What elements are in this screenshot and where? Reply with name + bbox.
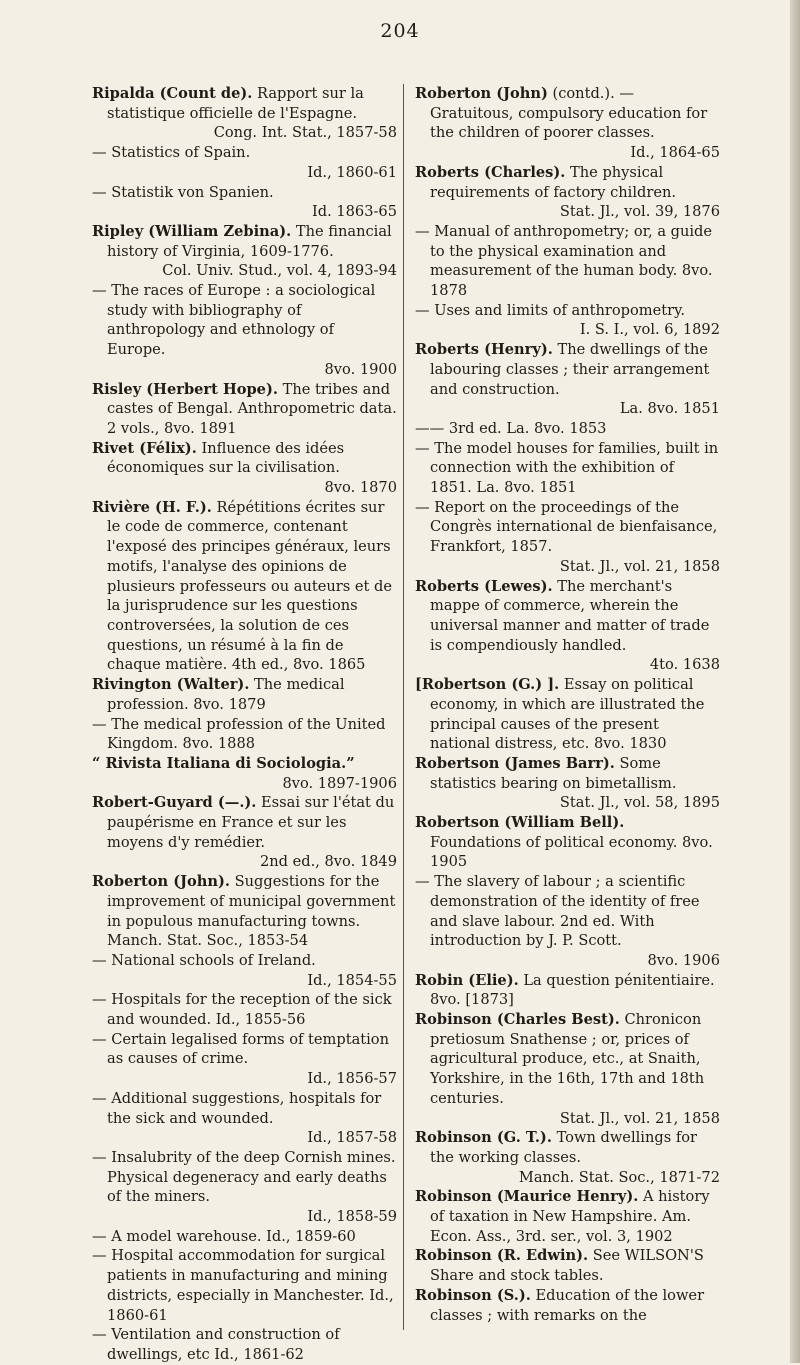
entry-body xyxy=(415,163,720,202)
index-entry xyxy=(92,990,397,1029)
entry-body xyxy=(92,380,397,439)
entry-publication: Id., 1854-55 xyxy=(307,971,397,989)
index-entry xyxy=(415,872,720,971)
index-entry xyxy=(415,301,720,340)
index-entry xyxy=(92,84,397,143)
entry-author: Robinson (R. Edwin). xyxy=(415,1247,589,1265)
index-entry xyxy=(415,813,720,872)
entry-author: [Robertson (G.) ]. xyxy=(415,676,560,694)
entry-title: Essai sur l'état du paupérisme en France et sur les moyens d'y remédier. xyxy=(107,794,395,851)
entry-body xyxy=(415,675,720,754)
entry-title: — Uses and limits of anthropometry. xyxy=(415,301,686,319)
entry-body xyxy=(92,281,397,360)
index-entry xyxy=(92,754,397,793)
entry-publication: Id., 1864-65 xyxy=(630,144,720,162)
entry-body xyxy=(92,143,397,163)
entry-publication: I. S. I., vol. 6, 1892 xyxy=(579,321,720,339)
entry-author: Roberts (Henry). xyxy=(415,341,553,359)
index-entry xyxy=(415,1286,720,1325)
entry-body xyxy=(92,1089,397,1128)
entry-body xyxy=(92,1030,397,1069)
entry-body xyxy=(415,84,720,143)
entry-title: — Ventilation and construction of dwellings, etc Id., 1861-62 xyxy=(92,1326,340,1363)
entry-body xyxy=(92,84,397,123)
index-entry xyxy=(92,1148,397,1227)
entry-publication: Id. 1863-65 xyxy=(311,203,397,221)
entry-title: — The slavery of labour ; a scientific demonstration of the identity of free and slave labour. 2nd ed. With introduction by J. P. Scott. xyxy=(415,873,700,950)
index-entry xyxy=(92,380,397,439)
index-entry xyxy=(92,222,397,281)
index-entry xyxy=(92,1246,397,1325)
index-entry xyxy=(92,951,397,990)
entry-publication: Stat. Jl., vol. 39, 1876 xyxy=(559,203,720,221)
page-edge-shadow xyxy=(790,0,800,1363)
entry-publication: Id., 1860-61 xyxy=(307,163,397,181)
entry-author: Robin (Elie). xyxy=(415,971,519,989)
index-entry xyxy=(415,1246,720,1285)
entry-publication: Col. Univ. Stud., vol. 4, 1893-94 xyxy=(162,262,397,280)
index-entry xyxy=(415,84,720,163)
entry-title: Foundations of political economy. 8vo. 1905 xyxy=(430,833,713,871)
entry-author: Ripalda (Count de). xyxy=(92,85,253,102)
entry-author: Roberts (Charles). xyxy=(415,163,566,181)
entry-body xyxy=(415,813,720,872)
entry-body xyxy=(92,498,397,675)
entry-body xyxy=(415,754,720,793)
index-entry xyxy=(92,439,397,498)
entry-body xyxy=(415,971,720,1010)
entry-body xyxy=(92,222,397,261)
index-entry xyxy=(415,498,720,577)
index-entry xyxy=(92,1030,397,1089)
entry-publication: 8vo. 1897-1906 xyxy=(282,774,397,792)
entry-body xyxy=(415,1187,720,1246)
entry-title: — Certain legalised forms of temptation as causes of crime. xyxy=(92,1030,389,1068)
entry-publication: 8vo. 1900 xyxy=(324,360,397,378)
index-entry xyxy=(415,222,720,301)
entry-author: Robert-Guyard (—.). xyxy=(92,794,257,812)
index-entry xyxy=(415,675,720,754)
index-entry xyxy=(415,1128,720,1187)
entry-title: — National schools of Ireland. xyxy=(92,951,316,969)
entry-body xyxy=(415,1286,720,1325)
entry-title: The merchant's mappe of commerce, wherein the universal manner and matter of trade is compendiously handled. xyxy=(430,577,710,654)
entry-title: Rapport sur la statistique officielle de l'Espagne. xyxy=(107,85,364,122)
entry-body xyxy=(92,1246,397,1325)
index-entry xyxy=(415,577,720,676)
index-entry xyxy=(92,143,397,182)
entry-author: Roberton (John). xyxy=(92,873,230,891)
entry-body xyxy=(92,715,397,754)
index-entry xyxy=(92,1089,397,1148)
entry-body xyxy=(415,1010,720,1109)
index-entry xyxy=(92,183,397,222)
entry-publication: Stat. Jl., vol. 58, 1895 xyxy=(559,794,720,812)
entry-body xyxy=(92,675,397,714)
entry-publication: Id., 1856-57 xyxy=(307,1070,397,1088)
entry-title: — Report on the proceedings of the Congrès international de bienfaisance, Frankfort, 1857. xyxy=(415,498,718,556)
entry-author: Roberton (John) xyxy=(415,85,548,102)
index-entry xyxy=(415,754,720,813)
entry-author: Robinson (Charles Best). xyxy=(415,1011,620,1029)
entry-body xyxy=(415,340,720,399)
entry-title: The dwellings of the labouring classes ; their arrangement and construction. xyxy=(430,341,710,398)
entry-body xyxy=(415,222,720,301)
entry-author: Rivière (H. F.). xyxy=(92,498,212,516)
entry-body xyxy=(92,872,397,951)
index-entry xyxy=(92,675,397,714)
entry-title: A history of taxation in New Hampshire. Am. Econ. Ass., 3rd. ser., vol. 3, 1902 xyxy=(430,1188,710,1245)
entry-publication: Id., 1858-59 xyxy=(307,1208,397,1226)
entry-title: — The races of Europe : a sociological study with bibliography of anthropology and ethnology of Europe. xyxy=(92,282,376,359)
entry-title: — Manual of anthropometry; or, a guide to the physical examination and measurement of the human body. 8vo. 1878 xyxy=(415,222,713,300)
entry-title: Essay on political economy, in which are illustrated the principal causes of the present national distress, etc. 8vo. 1830 xyxy=(430,676,705,753)
entry-title: — Additional suggestions, hospitals for the sick and wounded. xyxy=(92,1089,382,1127)
column-divider xyxy=(403,84,404,1330)
index-entry xyxy=(92,1227,397,1247)
entry-body xyxy=(415,1246,720,1285)
index-entry xyxy=(92,498,397,675)
entry-body xyxy=(92,183,397,203)
entry-author: Roberts (Lewes). xyxy=(415,577,553,595)
entry-title: Chronicon pretiosum Snathense ; or, prices of agricultural produce, etc., at Snaith, Yorkshire, in the 16th, 17th and 18th centuries. xyxy=(430,1011,705,1107)
entry-author: Ripley (William Zebina). xyxy=(92,222,292,240)
entry-title: —— 3rd ed. La. 8vo. 1853 xyxy=(415,419,607,437)
entry-title: — Insalubrity of the deep Cornish mines. Physical degeneracy and early deaths of the miners. xyxy=(92,1148,396,1206)
entry-body xyxy=(415,872,720,951)
entry-publication: Stat. Jl., vol. 21, 1858 xyxy=(559,1109,720,1127)
entry-publication: Stat. Jl., vol. 21, 1858 xyxy=(559,557,720,575)
entry-body xyxy=(92,951,397,971)
entry-body xyxy=(415,301,720,321)
index-entry xyxy=(415,419,720,439)
entry-body xyxy=(415,577,720,656)
entry-title: — The medical profession of the United Kingdom. 8vo. 1888 xyxy=(92,715,386,753)
index-entry xyxy=(415,439,720,498)
entry-body xyxy=(415,439,720,498)
entry-body xyxy=(92,793,397,852)
entry-author: Robinson (Maurice Henry). xyxy=(415,1188,639,1206)
index-entry xyxy=(92,872,397,951)
index-entry xyxy=(415,163,720,222)
entry-author: Robinson (G. T.). xyxy=(415,1129,552,1147)
right-column xyxy=(415,84,720,1325)
entry-title: — Statistics of Spain. xyxy=(92,144,251,162)
entry-publication: 4to. 1638 xyxy=(649,656,720,674)
entry-title: Education of the lower classes ; with remarks on the xyxy=(430,1286,705,1324)
index-entry xyxy=(415,1187,720,1246)
entry-author: Rivet (Félix). xyxy=(92,439,197,457)
index-entry xyxy=(92,715,397,754)
entry-author: Robinson (S.). xyxy=(415,1286,531,1304)
entry-title: Influence des idées économiques sur la civilisation. xyxy=(107,439,345,477)
page-number: 204 xyxy=(380,20,420,42)
entry-title: (contd.). — Gratuitous, compulsory education for the children of poorer classes. xyxy=(430,85,708,142)
entry-publication: 8vo. 1870 xyxy=(324,479,397,497)
index-entry xyxy=(92,793,397,872)
entry-publication: La. 8vo. 1851 xyxy=(619,400,720,418)
entry-publication: Cong. Int. Stat., 1857-58 xyxy=(213,124,397,142)
entry-title: Some statistics bearing on bimetallism. xyxy=(430,754,677,792)
index-entry xyxy=(415,340,720,419)
entry-publication: 2nd ed., 8vo. 1849 xyxy=(259,853,397,871)
index-entry xyxy=(92,281,397,380)
entry-title: See WILSON'S Share and stock tables. xyxy=(430,1247,704,1285)
entry-author: Risley (Herbert Hope). xyxy=(92,380,278,398)
entry-body xyxy=(92,1325,397,1364)
entry-title: The medical profession. 8vo. 1879 xyxy=(107,676,345,713)
entry-body xyxy=(415,498,720,557)
index-entry xyxy=(92,1325,397,1364)
entry-title: Répétitions écrites sur le code de commerce, contenant l'exposé des principes généraux, leurs motifs, l'analyse des opinions de plusieurs professeurs ou auteurs et de la jurisprudence sur les questions controversées, la solution de ces questions, un résumé à la fin de chaque matière. 4th ed., 8vo. 1865 xyxy=(107,498,393,674)
index-entry xyxy=(415,1010,720,1128)
entry-body xyxy=(92,439,397,478)
entry-title: — Hospitals for the reception of the sick and wounded. Id., 1855-56 xyxy=(92,991,392,1029)
entry-author: Robertson (William Bell). xyxy=(415,814,625,832)
entry-title: The financial history of Virginia, 1609-1776. xyxy=(107,222,392,260)
entry-publication: Manch. Stat. Soc., 1871-72 xyxy=(518,1168,720,1186)
entry-body xyxy=(415,419,720,439)
entry-title: — The model houses for families, built in connection with the exhibition of 1851. La. 8vo. 1851 xyxy=(415,439,719,497)
entry-title: The physical requirements of factory children. xyxy=(430,163,677,201)
index-entry xyxy=(415,971,720,1010)
entry-publication: Id., 1857-58 xyxy=(307,1129,397,1147)
entry-body xyxy=(92,1227,397,1247)
entry-title: Town dwellings for the working classes. xyxy=(430,1129,697,1166)
entry-author: Rivington (Walter). xyxy=(92,676,250,694)
entry-title: Suggestions for the improvement of municipal government in populous manufacturing towns. Manch. Stat. Soc., 1853-54 xyxy=(107,873,396,950)
entry-author: “ Rivista Italiana di Sociologia.” xyxy=(92,754,355,772)
entry-body xyxy=(92,1148,397,1207)
entry-body xyxy=(92,754,397,774)
entry-title: The tribes and castes of Bengal. Anthropometric data. 2 vols., 8vo. 1891 xyxy=(107,380,397,437)
entry-title: — Statistik von Spanien. xyxy=(92,183,274,201)
entry-title: La question pénitentiaire. 8vo. [1873] xyxy=(430,971,715,1009)
entry-body xyxy=(415,1128,720,1167)
entry-author: Robertson (James Barr). xyxy=(415,754,615,772)
entry-publication: 8vo. 1906 xyxy=(647,951,720,969)
entry-title: — A model warehouse. Id., 1859-60 xyxy=(92,1227,356,1245)
entry-body xyxy=(92,990,397,1029)
entry-title: — Hospital accommodation for surgical patients in manufacturing and mining districts, especially in Manchester. Id., 1860-61 xyxy=(92,1247,394,1324)
left-column xyxy=(92,84,397,1365)
